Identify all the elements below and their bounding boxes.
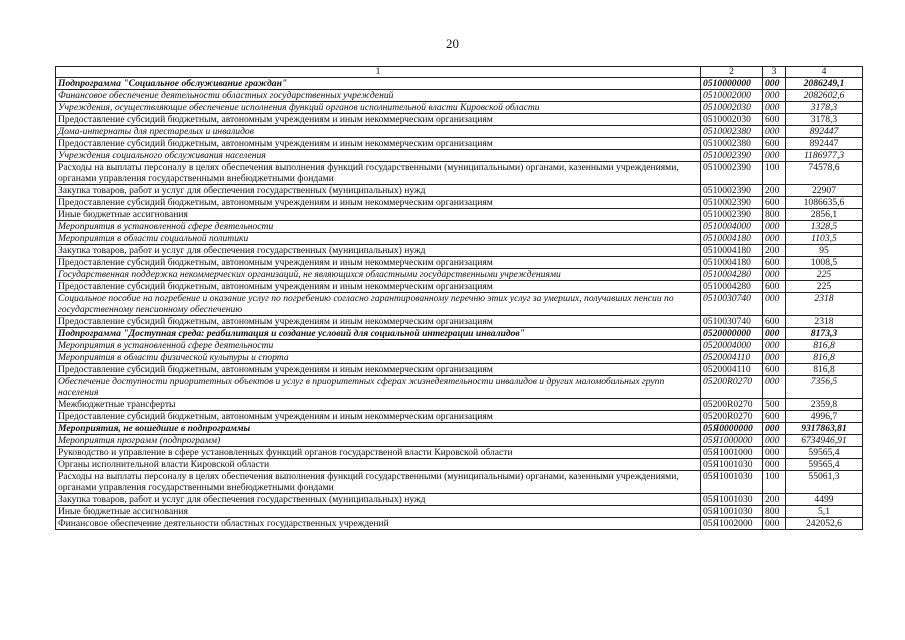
row-code-cell: 05200R0270 [701, 399, 763, 411]
row-value-cell: 4499 [786, 494, 863, 506]
row-type-cell: 000 [763, 221, 786, 233]
row-type-cell: 500 [763, 399, 786, 411]
row-name-cell: Мероприятия в установленной сфере деятельности [56, 340, 701, 352]
row-code-cell: 05Я1001030 [701, 471, 763, 494]
row-code-cell: 05Я0000000 [701, 423, 763, 435]
row-value-cell: 2086249,1 [786, 78, 863, 90]
table-row [56, 459, 863, 471]
row-code-cell: 0510004180 [701, 233, 763, 245]
table-row [56, 328, 863, 340]
table-row [56, 138, 863, 150]
table-row [56, 90, 863, 102]
row-code-cell: 0520000000 [701, 328, 763, 340]
row-value-cell: 2082602,6 [786, 90, 863, 102]
row-value-cell: 4996,7 [786, 411, 863, 423]
row-code-cell: 05Я1001030 [701, 506, 763, 518]
row-code-cell: 0510002030 [701, 102, 763, 114]
row-code-cell: 05200R0270 [701, 376, 763, 399]
table-row [56, 245, 863, 257]
table-row [56, 316, 863, 328]
row-code-cell: 0510002000 [701, 90, 763, 102]
table-row [56, 352, 863, 364]
row-name-cell: Подпрограмма "Доступная среда: реабилитация и создание условий для социальной интеграции инвалидов" [56, 328, 701, 340]
column-header-3: 3 [763, 67, 786, 78]
row-code-cell: 0510004180 [701, 257, 763, 269]
row-value-cell: 816,8 [786, 364, 863, 376]
row-type-cell: 600 [763, 138, 786, 150]
table-row [56, 447, 863, 459]
row-value-cell: 892447 [786, 138, 863, 150]
row-code-cell: 05200R0270 [701, 411, 763, 423]
table-row [56, 269, 863, 281]
table-row [56, 518, 863, 530]
row-value-cell: 1328,5 [786, 221, 863, 233]
row-value-cell: 5,1 [786, 506, 863, 518]
row-value-cell: 8173,3 [786, 328, 863, 340]
row-value-cell: 9317863,81 [786, 423, 863, 435]
row-type-cell: 600 [763, 197, 786, 209]
table-row [56, 233, 863, 245]
row-value-cell: 6734946,91 [786, 435, 863, 447]
row-type-cell: 200 [763, 245, 786, 257]
row-name-cell: Предоставление субсидий бюджетным, автономным учреждениям и иным некоммерческим организациям [56, 138, 701, 150]
row-type-cell: 600 [763, 114, 786, 126]
row-name-cell: Мероприятия в области социальной политики [56, 233, 701, 245]
row-type-cell: 600 [763, 257, 786, 269]
row-name-cell: Предоставление субсидий бюджетным, автономным учреждениям и иным некоммерческим организациям [56, 257, 701, 269]
table-row [56, 162, 863, 185]
row-type-cell: 000 [763, 102, 786, 114]
row-type-cell: 200 [763, 185, 786, 197]
row-value-cell: 22907 [786, 185, 863, 197]
row-code-cell: 05Я1002000 [701, 518, 763, 530]
row-code-cell: 0510030740 [701, 293, 763, 316]
row-code-cell: 0520004110 [701, 352, 763, 364]
row-type-cell: 000 [763, 435, 786, 447]
table-row [56, 376, 863, 399]
row-name-cell: Подпрограмма "Социальное обслуживание граждан" [56, 78, 701, 90]
table-row [56, 281, 863, 293]
row-value-cell: 55061,3 [786, 471, 863, 494]
row-value-cell: 59565,4 [786, 459, 863, 471]
row-code-cell: 0510000000 [701, 78, 763, 90]
row-code-cell: 05Я1001030 [701, 494, 763, 506]
table-row [56, 209, 863, 221]
row-name-cell: Мероприятия, не вошедшие в подпрограммы [56, 423, 701, 435]
table-row [56, 126, 863, 138]
row-name-cell: Социальное пособие на погребение и оказание услуг по погребению согласно гарантированному перечню этих услуг за умерших, получавших пенсии по государственному пенсионному обеспечению [56, 293, 701, 316]
row-type-cell: 000 [763, 150, 786, 162]
row-name-cell: Закупка товаров, работ и услуг для обеспечения государственных (муниципальных) нужд [56, 185, 701, 197]
row-type-cell: 000 [763, 90, 786, 102]
row-name-cell: Финансовое обеспечение деятельности областных государственных учреждений [56, 90, 701, 102]
row-name-cell: Обеспечение доступности приоритетных объектов и услуг в приоритетных сферах жизнедеятельности инвалидов и других маломобильных групп населения [56, 376, 701, 399]
row-code-cell: 05Я1000000 [701, 435, 763, 447]
table-row [56, 114, 863, 126]
row-value-cell: 3178,3 [786, 102, 863, 114]
row-type-cell: 100 [763, 471, 786, 494]
row-type-cell: 600 [763, 364, 786, 376]
row-code-cell: 0510002390 [701, 150, 763, 162]
row-type-cell: 600 [763, 281, 786, 293]
row-name-cell: Руководство и управление в сфере установленных функций органов государственой власти Кировской области [56, 447, 701, 459]
row-value-cell: 1186977,3 [786, 150, 863, 162]
row-code-cell: 0510030740 [701, 316, 763, 328]
row-name-cell: Предоставление субсидий бюджетным, автономным учреждениям и иным некоммерческим организациям [56, 316, 701, 328]
row-code-cell: 0510004000 [701, 221, 763, 233]
row-code-cell: 0520004110 [701, 364, 763, 376]
row-code-cell: 0520004000 [701, 340, 763, 352]
row-type-cell: 800 [763, 506, 786, 518]
table-row [56, 221, 863, 233]
row-code-cell: 0510002030 [701, 114, 763, 126]
row-value-cell: 7356,5 [786, 376, 863, 399]
row-name-cell: Расходы на выплаты персоналу в целях обеспечения выполнения функций государственными (муниципальными) органами, казенными учреждениями, органами управления государственными внебюджетными фондами [56, 471, 701, 494]
row-value-cell: 1086635,6 [786, 197, 863, 209]
row-type-cell: 600 [763, 411, 786, 423]
budget-table [55, 66, 863, 530]
row-name-cell: Дома-интернаты для престарелых и инвалидов [56, 126, 701, 138]
row-type-cell: 000 [763, 126, 786, 138]
table-row [56, 293, 863, 316]
row-type-cell: 000 [763, 233, 786, 245]
row-name-cell: Расходы на выплаты персоналу в целях обеспечения выполнения функций государственными (муниципальными) органами, казенными учреждениями, органами управления государственными внебюджетными фондами [56, 162, 701, 185]
row-code-cell: 0510002390 [701, 197, 763, 209]
row-name-cell: Учреждения, осуществляющие обеспечение исполнения функций органов исполнительной власти Кировской области [56, 102, 701, 114]
row-value-cell: 74578,6 [786, 162, 863, 185]
row-type-cell: 000 [763, 459, 786, 471]
row-code-cell: 05Я1001000 [701, 447, 763, 459]
row-type-cell: 000 [763, 376, 786, 399]
row-value-cell: 2318 [786, 316, 863, 328]
row-value-cell: 816,8 [786, 352, 863, 364]
row-value-cell: 2359,8 [786, 399, 863, 411]
row-name-cell: Закупка товаров, работ и услуг для обеспечения государственных (муниципальных) нужд [56, 245, 701, 257]
row-code-cell: 0510004180 [701, 245, 763, 257]
row-type-cell: 000 [763, 447, 786, 459]
row-code-cell: 0510004280 [701, 269, 763, 281]
row-type-cell: 000 [763, 78, 786, 90]
row-value-cell: 95 [786, 245, 863, 257]
row-code-cell: 0510002390 [701, 209, 763, 221]
row-value-cell: 225 [786, 281, 863, 293]
table-row [56, 364, 863, 376]
table-row [56, 257, 863, 269]
column-header-1: 1 [56, 67, 701, 78]
row-name-cell: Предоставление субсидий бюджетным, автономным учреждениям и иным некоммерческим организациям [56, 364, 701, 376]
row-type-cell: 000 [763, 293, 786, 316]
row-code-cell: 0510002380 [701, 126, 763, 138]
row-code-cell: 0510002380 [701, 138, 763, 150]
row-value-cell: 892447 [786, 126, 863, 138]
row-value-cell: 816,8 [786, 340, 863, 352]
row-type-cell: 000 [763, 328, 786, 340]
row-name-cell: Предоставление субсидий бюджетным, автономным учреждениям и иным некоммерческим организациям [56, 281, 701, 293]
row-type-cell: 800 [763, 209, 786, 221]
row-type-cell: 600 [763, 316, 786, 328]
row-name-cell: Иные бюджетные ассигнования [56, 506, 701, 518]
row-name-cell: Финансовое обеспечение деятельности областных государственных учреждений [56, 518, 701, 530]
table-row [56, 399, 863, 411]
row-name-cell: Закупка товаров, работ и услуг для обеспечения государственных (муниципальных) нужд [56, 494, 701, 506]
column-header-2: 2 [701, 67, 763, 78]
page-number: 20 [446, 36, 459, 51]
row-value-cell: 1008,5 [786, 257, 863, 269]
table-header-row [56, 67, 863, 78]
row-name-cell: Межбюджетные трансферты [56, 399, 701, 411]
table-row [56, 494, 863, 506]
row-name-cell: Предоставление субсидий бюджетным, автономным учреждениям и иным некоммерческим организациям [56, 411, 701, 423]
row-name-cell: Мероприятия в установленной сфере деятельности [56, 221, 701, 233]
row-name-cell: Учреждения социального обслуживания населения [56, 150, 701, 162]
row-type-cell: 000 [763, 269, 786, 281]
row-code-cell: 05Я1001030 [701, 459, 763, 471]
row-type-cell: 000 [763, 352, 786, 364]
row-name-cell: Иные бюджетные ассигнования [56, 209, 701, 221]
row-value-cell: 2856,1 [786, 209, 863, 221]
row-code-cell: 0510002390 [701, 185, 763, 197]
row-value-cell: 3178,3 [786, 114, 863, 126]
row-name-cell: Мероприятия в области физической культуры и спорта [56, 352, 701, 364]
row-code-cell: 0510002390 [701, 162, 763, 185]
row-type-cell: 100 [763, 162, 786, 185]
table-row [56, 340, 863, 352]
table-row [56, 435, 863, 447]
table-row [56, 185, 863, 197]
table-row [56, 506, 863, 518]
row-name-cell: Предоставление субсидий бюджетным, автономным учреждениям и иным некоммерческим организациям [56, 197, 701, 209]
row-value-cell: 2318 [786, 293, 863, 316]
row-name-cell: Мероприятия программ (подпрограмм) [56, 435, 701, 447]
column-header-4: 4 [786, 67, 863, 78]
row-type-cell: 200 [763, 494, 786, 506]
row-value-cell: 59565,4 [786, 447, 863, 459]
row-name-cell: Государственная поддержка некоммерческих организаций, не являющихся областными государственными учреждениями [56, 269, 701, 281]
table-row [56, 150, 863, 162]
table-row [56, 423, 863, 435]
row-name-cell: Органы исполнительной власти Кировской области [56, 459, 701, 471]
row-code-cell: 0510004280 [701, 281, 763, 293]
table-row [56, 78, 863, 90]
row-value-cell: 242052,6 [786, 518, 863, 530]
table-row [56, 197, 863, 209]
row-value-cell: 225 [786, 269, 863, 281]
row-type-cell: 000 [763, 518, 786, 530]
row-type-cell: 000 [763, 423, 786, 435]
row-value-cell: 1103,5 [786, 233, 863, 245]
table-row [56, 471, 863, 494]
row-type-cell: 000 [763, 340, 786, 352]
row-name-cell: Предоставление субсидий бюджетным, автономным учреждениям и иным некоммерческим организациям [56, 114, 701, 126]
table-row [56, 102, 863, 114]
table-row [56, 411, 863, 423]
